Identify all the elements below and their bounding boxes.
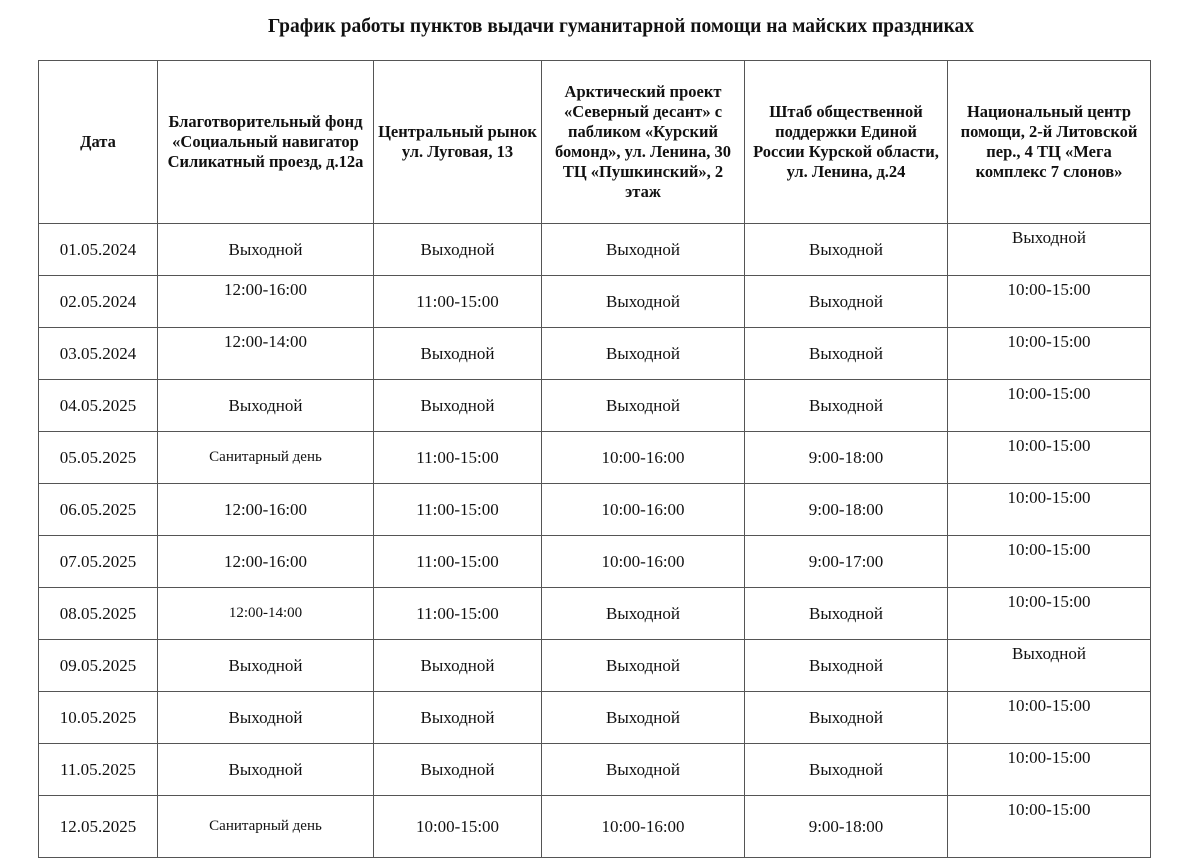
schedule-cell: Выходной [542, 276, 745, 328]
table-row [39, 536, 1151, 588]
schedule-cell: Санитарный день [158, 432, 374, 484]
date-cell: 06.05.2025 [39, 484, 158, 536]
schedule-cell: 10:00-15:00 [374, 796, 542, 858]
header-row [39, 61, 1151, 224]
schedule-cell: 9:00-17:00 [745, 536, 948, 588]
schedule-cell: 12:00-14:00 [158, 328, 374, 380]
schedule-cell: 10:00-15:00 [948, 276, 1151, 328]
schedule-cell: Выходной [374, 380, 542, 432]
schedule-cell: Выходной [374, 640, 542, 692]
schedule-cell: Выходной [542, 692, 745, 744]
schedule-cell: 10:00-16:00 [542, 432, 745, 484]
schedule-cell: Выходной [745, 276, 948, 328]
column-header: Арктический проект «Северный десант» с пабликом «Курский бомонд», ул. Ленина, 30 ТЦ «Пушкинский», 2 этаж [542, 61, 745, 224]
schedule-cell: 11:00-15:00 [374, 536, 542, 588]
column-header: Национальный центр помощи, 2-й Литовской пер., 4 ТЦ «Мега комплекс 7 слонов» [948, 61, 1151, 224]
schedule-cell: 11:00-15:00 [374, 432, 542, 484]
schedule-cell: Выходной [745, 328, 948, 380]
schedule-cell: Выходной [745, 640, 948, 692]
schedule-cell: Выходной [374, 224, 542, 276]
table-row [39, 328, 1151, 380]
schedule-cell: Санитарный день [158, 796, 374, 858]
schedule-cell: 10:00-16:00 [542, 484, 745, 536]
schedule-cell: Выходной [158, 692, 374, 744]
document-title: График работы пунктов выдачи гуманитарной помощи на майских праздниках [268, 16, 975, 37]
schedule-cell: 10:00-15:00 [948, 588, 1151, 640]
column-header: Благотворительный фонд «Социальный навигатор Силикатный проезд, д.12а [158, 61, 374, 224]
schedule-cell: Выходной [948, 640, 1151, 692]
schedule-cell: Выходной [542, 328, 745, 380]
table-row [39, 744, 1151, 796]
schedule-cell: Выходной [374, 328, 542, 380]
schedule-cell: Выходной [745, 380, 948, 432]
table-row [39, 796, 1151, 858]
column-header: Центральный рынок ул. Луговая, 13 [374, 61, 542, 224]
date-cell: 10.05.2025 [39, 692, 158, 744]
schedule-cell: Выходной [745, 224, 948, 276]
date-cell: 09.05.2025 [39, 640, 158, 692]
table-row [39, 484, 1151, 536]
table-row [39, 380, 1151, 432]
schedule-cell: 11:00-15:00 [374, 484, 542, 536]
schedule-cell: 10:00-15:00 [948, 796, 1151, 858]
schedule-cell: Выходной [542, 640, 745, 692]
schedule-cell: 10:00-15:00 [948, 328, 1151, 380]
schedule-cell: Выходной [158, 380, 374, 432]
schedule-cell: 12:00-14:00 [158, 588, 374, 640]
schedule-cell: 12:00-16:00 [158, 484, 374, 536]
schedule-cell: 10:00-15:00 [948, 692, 1151, 744]
date-cell: 12.05.2025 [39, 796, 158, 858]
schedule-cell: Выходной [745, 588, 948, 640]
schedule-cell: Выходной [158, 744, 374, 796]
schedule-cell: 10:00-15:00 [948, 536, 1151, 588]
schedule-cell: 9:00-18:00 [745, 484, 948, 536]
schedule-cell: Выходной [542, 380, 745, 432]
schedule-cell: Выходной [745, 692, 948, 744]
schedule-cell: Выходной [542, 224, 745, 276]
schedule-cell: Выходной [948, 224, 1151, 276]
table-row [39, 588, 1151, 640]
schedule-cell: 10:00-15:00 [948, 432, 1151, 484]
table-row [39, 692, 1151, 744]
schedule-cell: Выходной [158, 224, 374, 276]
schedule-cell: 10:00-15:00 [948, 484, 1151, 536]
table-row [39, 432, 1151, 484]
schedule-cell: Выходной [542, 744, 745, 796]
schedule-cell: 12:00-16:00 [158, 276, 374, 328]
schedule-cell: 9:00-18:00 [745, 432, 948, 484]
schedule-cell: Выходной [374, 692, 542, 744]
schedule-cell: 11:00-15:00 [374, 588, 542, 640]
schedule-cell: 10:00-15:00 [948, 744, 1151, 796]
date-cell: 05.05.2025 [39, 432, 158, 484]
column-header: Штаб общественной поддержки Единой России Курской области, ул. Ленина, д.24 [745, 61, 948, 224]
schedule-cell: Выходной [158, 640, 374, 692]
date-cell: 02.05.2024 [39, 276, 158, 328]
schedule-cell: Выходной [745, 744, 948, 796]
date-cell: 11.05.2025 [39, 744, 158, 796]
schedule-cell: 10:00-16:00 [542, 536, 745, 588]
table-row [39, 640, 1151, 692]
schedule-cell: 10:00-15:00 [948, 380, 1151, 432]
table-row [39, 224, 1151, 276]
date-cell: 01.05.2024 [39, 224, 158, 276]
schedule-cell: 9:00-18:00 [745, 796, 948, 858]
date-cell: 03.05.2024 [39, 328, 158, 380]
schedule-cell: 12:00-16:00 [158, 536, 374, 588]
date-cell: 04.05.2025 [39, 380, 158, 432]
schedule-cell: 11:00-15:00 [374, 276, 542, 328]
table-row [39, 276, 1151, 328]
schedule-cell: 10:00-16:00 [542, 796, 745, 858]
date-cell: 08.05.2025 [39, 588, 158, 640]
schedule-cell: Выходной [374, 744, 542, 796]
schedule-table [38, 60, 1151, 858]
date-cell: 07.05.2025 [39, 536, 158, 588]
schedule-cell: Выходной [542, 588, 745, 640]
column-header: Дата [39, 61, 158, 224]
